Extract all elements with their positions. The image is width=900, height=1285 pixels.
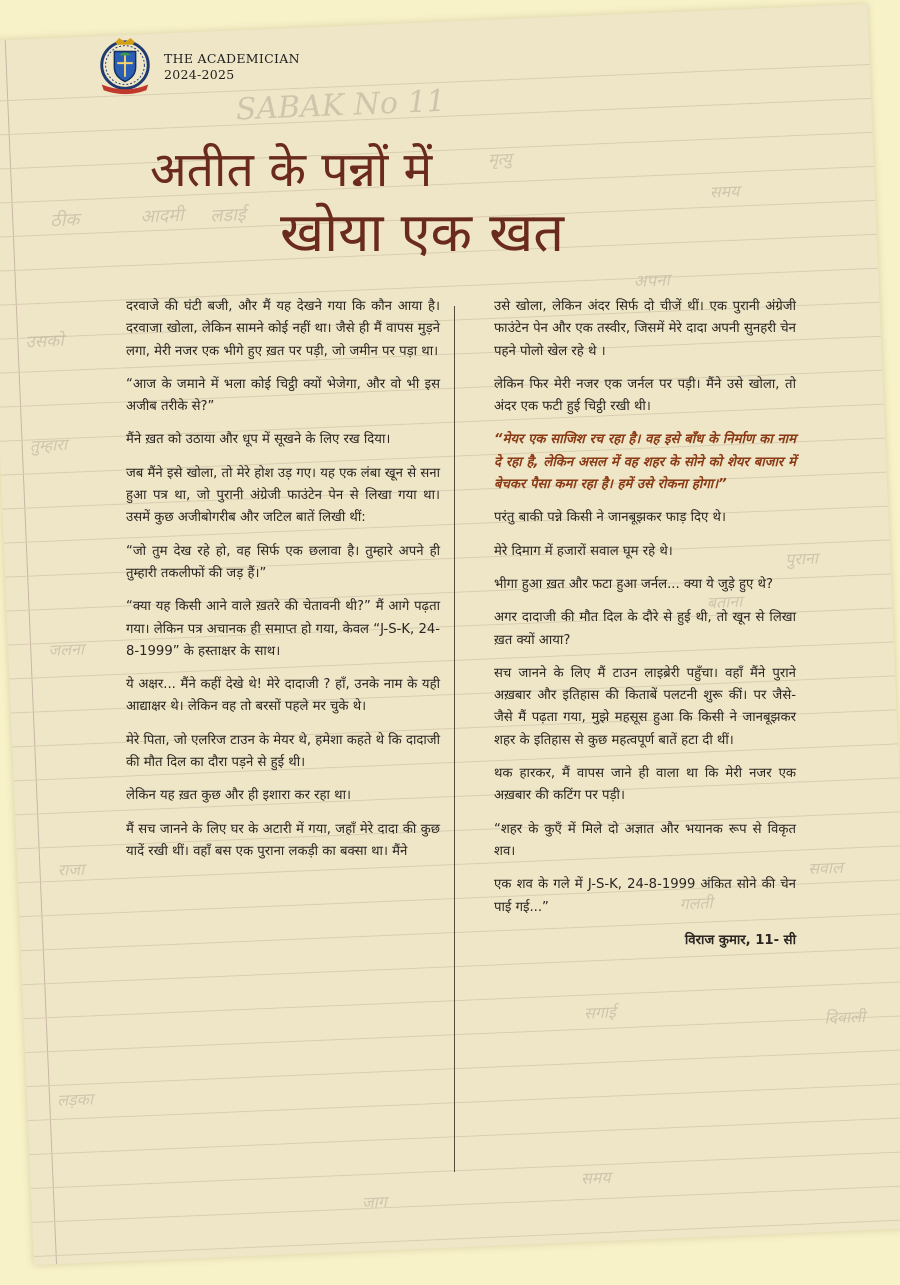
paragraph: मेरे पिता, जो एलरिज टाउन के मेयर थे, हमेशा कहते थे कि दादाजी की मौत दिल का दौरा पड़ने से हुई थी। [126,732,440,771]
paragraph: मैं सच जानने के लिए घर के अटारी में गया, जहाँ मेरे दादा की कुछ यादें रखी थीं। वहाँ बस एक पुराना लकड़ी का बक्सा था। मैंने [126,821,440,859]
handwritten-scribble: पुराना [784,548,819,569]
story-title-line-2: खोया एक खत [280,201,565,264]
paragraph: परंतु बाकी पन्ने किसी ने जानबूझकर फाड़ दिए थे। [494,510,726,526]
ruled-line [25,1015,900,1053]
paragraph: ये अक्षर... मैंने कहीं देखे थे! मेरे दादाजी ? हाँ, उनके नाम के यही आद्याक्षर थे। लेकिन वह तो बरसों पहले मर चुके थे। [126,677,440,715]
ruled-line [0,132,872,170]
handwritten-scribble: SABAK No 11 [235,83,447,128]
ruled-line [28,1083,900,1121]
paragraph: मैंने ख़त को उठाया और धूप में सूखने के लिए रख दिया। [126,432,391,448]
ruled-line [27,1049,900,1087]
story-title-line-1: अतीत के पन्नों में [150,142,433,198]
handwritten-scribble: समय [580,1167,611,1189]
paragraph: सच जानने के लिए मैं टाउन लाइब्रेरी पहुँचा। वहाँ मैंने पुराने अख़बार और इतिहास की किताबें पलटनी शुरू कीं। पर जैसे-जैसे मैं पढ़ता गया, मुझे महसूस हुआ कि किसी ने जानबूझकर शहर के इतिहास से कुछ महत्वपूर्ण बातें हटा दी थीं। [494,665,796,748]
paragraph: लेकिन फिर मेरी नजर एक जर्नल पर पड़ी। मैंने उसे खोला, तो अंदर एक फटी हुई चिट्ठी रखी थी। [494,376,796,415]
paragraph: “शहर के कुएँ में मिले दो अज्ञात और भयानक रूप से विकृत शव। [494,821,796,859]
handwritten-scribble: तुम्हारा [29,434,68,456]
school-crest-icon [94,36,156,98]
paragraph: भीगा हुआ ख़त और फटा हुआ जर्नल... क्या ये जुड़े हुए थे? [494,576,773,592]
paragraph: “क्या यह किसी आने वाले ख़तरे की चेतावनी थी?” मैं आगे पढ़ता गया। लेकिन पत्र अचानक ही समाप्त हो गया, केवल “J-S-K, 24-8-1999” के हस्ताक्षर के साथ। [126,599,440,659]
paragraph: एक शव के गले में J-S-K, 24-8-1999 अंकित सोने की चेन पाई गई...” [494,877,796,915]
author-signature: विराज कुमार, 11- सी [684,932,796,948]
left-text-column [126,296,440,874]
ruled-line [24,981,900,1019]
paragraph: दरवाजे की घंटी बजी, और मैं यह देखने गया कि कौन आया है। दरवाजा खोला, लेकिन सामने कोई नहीं था। जैसे ही मैं वापस मुड़ने लगा, मेरी नजर एक भीगे हुए ख़त पर पड़ी, जो जमीन पर पड़ा था। [126,299,440,359]
handwritten-scribble: गलती [679,893,713,914]
handwritten-scribble: दिवाली [823,1006,866,1028]
ruled-line [32,1185,900,1223]
handwritten-scribble: उसको [24,330,65,353]
handwritten-scribble: बताना [706,591,743,613]
handwritten-scribble: राजा [57,859,85,880]
handwritten-scribble: अपना [632,270,671,293]
paragraph: उसे खोला, लेकिन अंदर सिर्फ दो चीजें थीं। एक पुरानी अंग्रेजी फाउंटेन पेन और एक तस्वीर, जिसमें मेरे दादा अपनी सुनहरी चेन पहने पोलो खेल रहे थे । [494,299,796,359]
handwritten-scribble: लड़का [56,1089,94,1110]
ruled-line [34,1219,900,1257]
paragraph: “आज के जमाने में भला कोई चिट्ठी क्यों भेजेगा, और वो भी इस अजीब तरीके से?” [126,376,440,415]
handwritten-scribble: जाग [361,1192,388,1213]
publication-title-block [164,51,300,83]
handwritten-scribble: सवाल [807,857,844,879]
handwritten-scribble: ठीक [49,209,80,232]
handwritten-scribble: समय [709,181,740,202]
ruled-line [31,1151,900,1189]
handwritten-scribble: लडाई [209,204,247,227]
paragraph: जब मैंने इसे खोला, तो मेरे होश उड़ गए। यह एक लंबा खून से सना हुआ पत्र था, जो पुरानी अंग्रेजी फाउंटेन पेन से लिखा गया था। उसमें कुछ अजीबोगरीब और जटिल बातें लिखी थीं: [126,465,440,526]
paragraph: अगर दादाजी की मौत दिल के दौरे से हुई थी, तो खून से लिखा ख़त क्यों आया? [494,610,796,648]
publication-name: THE ACADEMICIAN [164,51,300,66]
publication-header [94,36,300,98]
handwritten-scribble: आदमी [139,204,185,228]
handwritten-scribble: जलना [47,639,85,660]
right-text-column [494,296,796,963]
paragraph: मेरे दिमाग में हजारों सवाल घूम रहे थे। [494,543,673,559]
paragraph: थक हारकर, मैं वापस जाने ही वाला था कि मेरी नजर एक अख़बार की कटिंग पर पड़ी। [494,766,796,804]
paragraph: लेकिन यह ख़त कुछ और ही इशारा कर रहा था। [126,788,352,804]
publication-year: 2024-2025 [164,67,235,82]
handwritten-scribble: सगाई [583,1002,617,1023]
column-divider [454,306,455,1172]
highlighted-quote: “मेयर एक साजिश रच रहा है। वह इसे बाँध के निर्माण का नाम दे रहा है, लेकिन असल में वह शहर के सोने को शेयर बाजार में बेचकर पैसा कमा रहा है। हमें उसे रोकना होगा।” [494,432,796,493]
ruled-line [29,1117,900,1155]
paragraph: “जो तुम देख रहे हो, वह सिर्फ एक छलावा है। तुम्हारे अपने ही तुम्हारी तकलीफों की जड़ हैं।” [126,543,440,581]
handwritten-scribble: मृत्यु [487,149,513,169]
